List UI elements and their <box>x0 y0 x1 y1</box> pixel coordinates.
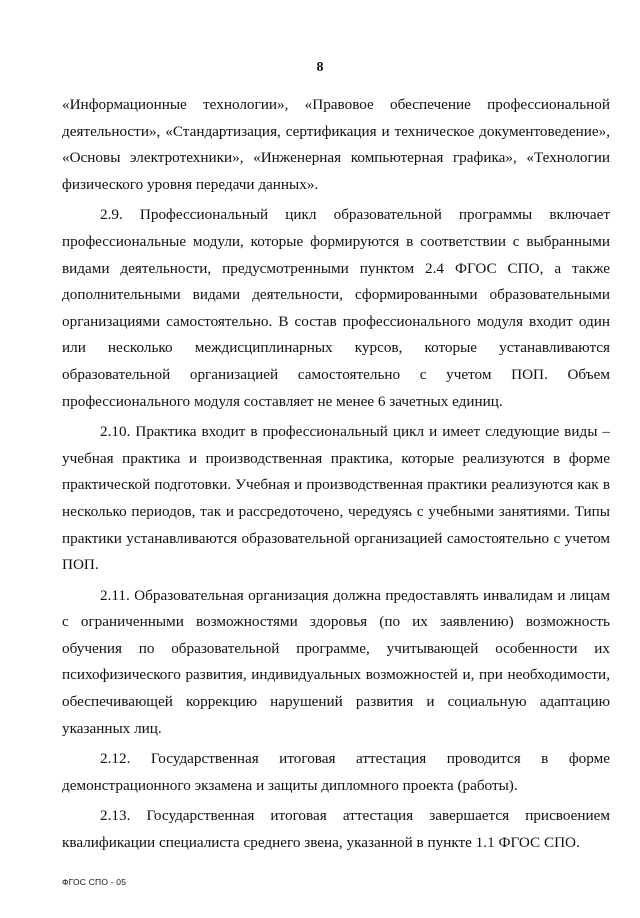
page-number: 8 <box>316 60 324 75</box>
paragraph-2-13: 2.13. Государственная итоговая аттестация завершается присвоением квалификации специалиста среднего звена, указанной в пункте 1.1 ФГОС СПО. <box>62 807 610 852</box>
paragraph-2-9: 2.9. Профессиональный цикл образовательной программы включает профессиональные модули, которые формируются в соответствии с выбранными видами деятельности, предусмотренными пунктом 2.4 ФГОС СПО, а также дополнительными видами деятельности, сформированными образовательными организациями самостоятельно. В состав профессионального модуля входит один или несколько междисциплинарных курсов, которые устанавливаются образовательной организацией самостоятельно с учетом ПОП. Объем профессионального модуля составляет не менее 6 зачетных единиц. <box>62 206 610 410</box>
paragraph-continuation: «Информационные технологии», «Правовое обеспечение профессиональной деятельности», «Стандартизация, сертификация и техническое документоведение», «Основы электротехники», «Инженерная компьютерная графика», «Технологии физического уровня передачи данных». <box>62 96 610 193</box>
document-body <box>62 92 610 861</box>
paragraph-2-12: 2.12. Государственная итоговая аттестация проводится в форме демонстрационного экзамена и защиты дипломного проекта (работы). <box>62 750 610 794</box>
page-footer: ФГОС СПО - 05 <box>62 877 127 887</box>
paragraph-2-11: 2.11. Образовательная организация должна предоставлять инвалидам и лицам с ограниченными возможностями здоровья (по их заявлению) возможность обучения по образовательной программе, учитывающей особенности их психофизического развития, индивидуальных возможностей и, при необходимости, обеспечивающей коррекцию нарушений развития и социальную адаптацию указанных лиц. <box>62 586 610 737</box>
paragraph-2-10: 2.10. Практика входит в профессиональный цикл и имеет следующие виды – учебная практика и производственная практика, которые реализуются в форме практической подготовки. Учебная и производственная практики реализуются как в несколько периодов, так и рассредоточено, чередуясь с учебными занятиями. Типы практики устанавливаются образовательной организацией самостоятельно с учетом ПОП. <box>62 423 610 574</box>
